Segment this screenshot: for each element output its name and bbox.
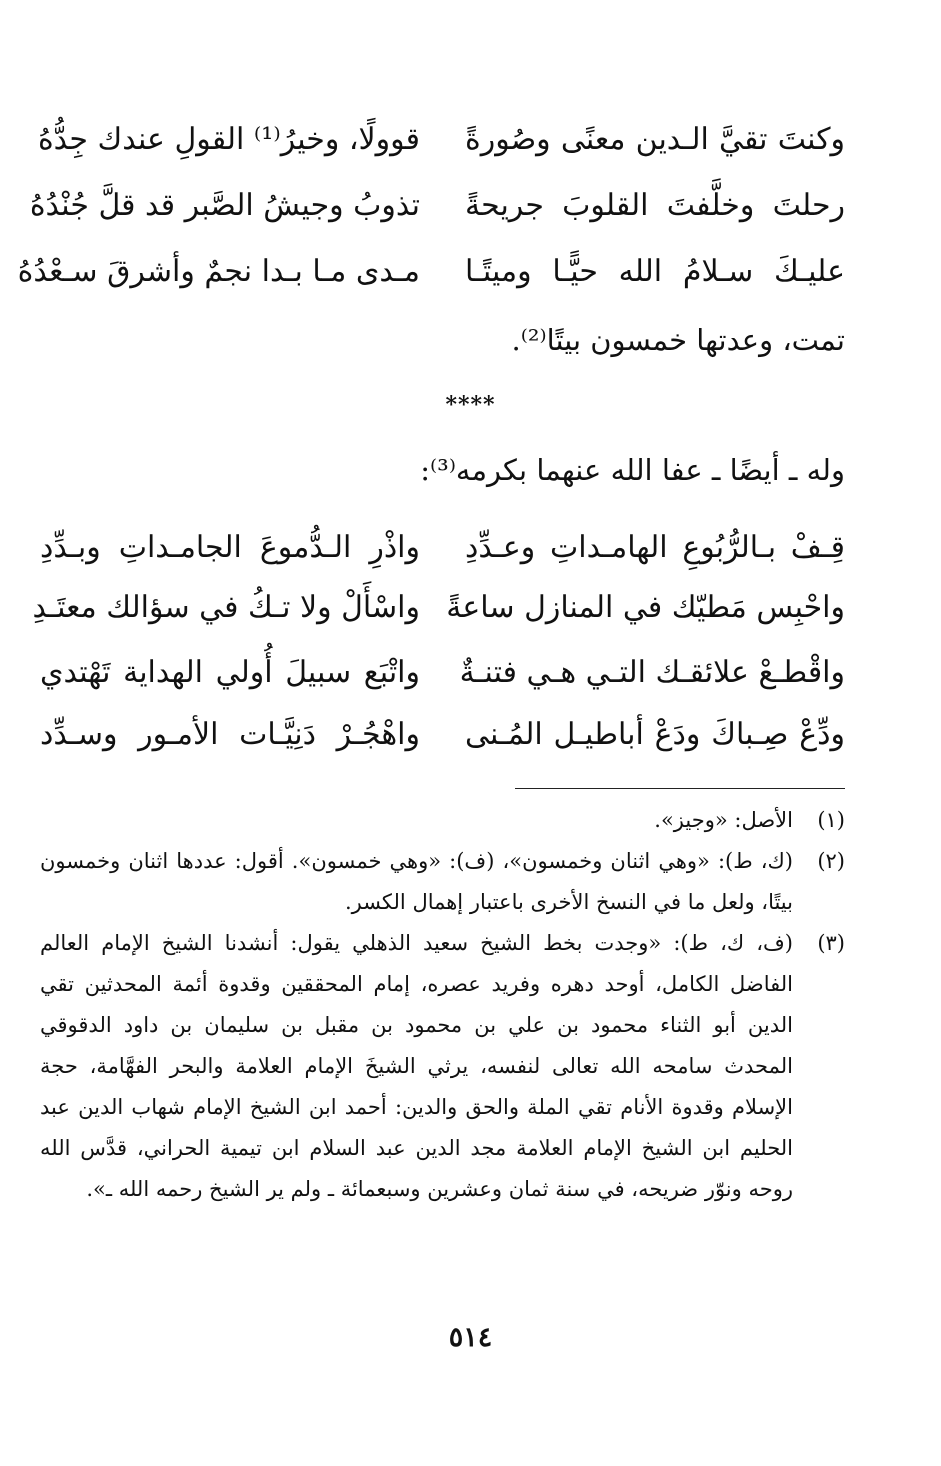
hemistich-first: واقْطـعْ علائقـك التـي هـي فتنـةٌ: [459, 655, 845, 690]
hemistich-second: تذوبُ وجيشُ الصَّبر قد قلَّ جُنْدُهُ: [29, 188, 420, 223]
poem-closing-note: تمت، وعدتها خمسون بيتًا⁽²⁾.: [511, 323, 845, 357]
page-number: ٥١٤: [448, 1322, 493, 1353]
hemistich-second: واسْأَلْ ولا تـكُ في سؤالك معتَـدِ: [32, 590, 420, 625]
poem-introduction: وله ـ أيضًا ـ عفا الله عنهما بكرمه⁽³⁾:: [420, 453, 845, 487]
hemistich-second: قوولًا، وخيرُ⁽¹⁾ القولِ عندك جِدُّهُ: [37, 122, 420, 157]
hemistich-first: قِـفْ بـالرُّبُوعِ الهامـداتِ وعـدِّدِ: [465, 530, 845, 565]
hemistich-first: وكنتَ تقيَّ الـدين معنًى وصُورةً: [465, 122, 845, 157]
footnote-number: (٢): [817, 849, 845, 873]
section-separator: ****: [445, 392, 496, 418]
hemistich-second: واتْبَع سبيلَ أُولي الهداية تَهْتدي: [40, 655, 420, 690]
verse-line: [37, 112, 845, 168]
footnote: [40, 923, 845, 1210]
hemistich-first: رحلتَ وخلَّفتَ القلوبَ جريحةً: [465, 188, 845, 223]
verse-line: [17, 244, 845, 300]
footnote: [40, 841, 845, 923]
hemistich-second: واهْجُـرْ دَنِيَّـات الأمـور وسـدِّد: [40, 717, 420, 752]
verse-line: [40, 645, 845, 701]
footnote-divider: [515, 788, 845, 789]
footnote: [40, 800, 845, 841]
footnote-text: (ك، ط): «وهي اثنان وخمسون»، (ف): «وهي خمسون». أقول: عددها اثنان وخمسون بيتًا، ولعل ما في النسخ الأخرى باعتبار إهمال الكسر.: [40, 849, 793, 914]
footnote-text: الأصل: «وجيز».: [654, 808, 793, 832]
verse-line: [29, 178, 845, 234]
verse-line: [32, 580, 845, 636]
hemistich-second: مـدى مـا بـدا نجمٌ وأشرقَ سـعْدُهُ: [17, 254, 420, 289]
footnote-number: (١): [817, 808, 845, 832]
footnote-text: (ف، ك، ط): «وجدت بخط الشيخ سعيد الذهلي يقول: أنشدنا الشيخ الإمام العالم الفاضل الكامل، أوحد دهره وفريد عصره، إمام المحققين وقدوة أئمة المحدثين تقي الدين أبو الثناء محمود بن علي بن محمود بن مقبل بن سليمان بن داود الدقوقي المحدث سامحه الله تعالى لنفسه، يرثي الشيخَ الإمام العلامة والبحر الفهَّامة، حجة الإسلام وقدوة الأنام تقي الملة والحق والدين: أحمد ابن الشيخ الإمام شهاب الدين عبد الحليم ابن الشيخ الإمام العلامة مجد الدين عبد السلام ابن تيمية الحراني، قدَّس الله روحه ونوّر ضريحه، في سنة ثمان وعشرين وسبعمائة ـ ولم ير الشيخ رحمه الله ـ».: [40, 931, 793, 1201]
footnote-number: (٣): [817, 931, 845, 955]
hemistich-first: واحْبِس مَطيّك في المنازل ساعةً: [446, 590, 845, 625]
footnotes: [40, 800, 845, 1210]
hemistich-second: واذْرِ الـدُّموعَ الجامـداتِ وبـدِّدِ: [40, 530, 420, 565]
verse-line: [40, 520, 845, 576]
hemistich-first: ودِّعْ صِـباكَ ودَعْ أباطيـل المُـنى: [465, 717, 845, 752]
verse-line: [40, 707, 845, 763]
hemistich-first: عليـكَ سـلامُ الله حيًّـا وميتًـا: [465, 254, 845, 289]
